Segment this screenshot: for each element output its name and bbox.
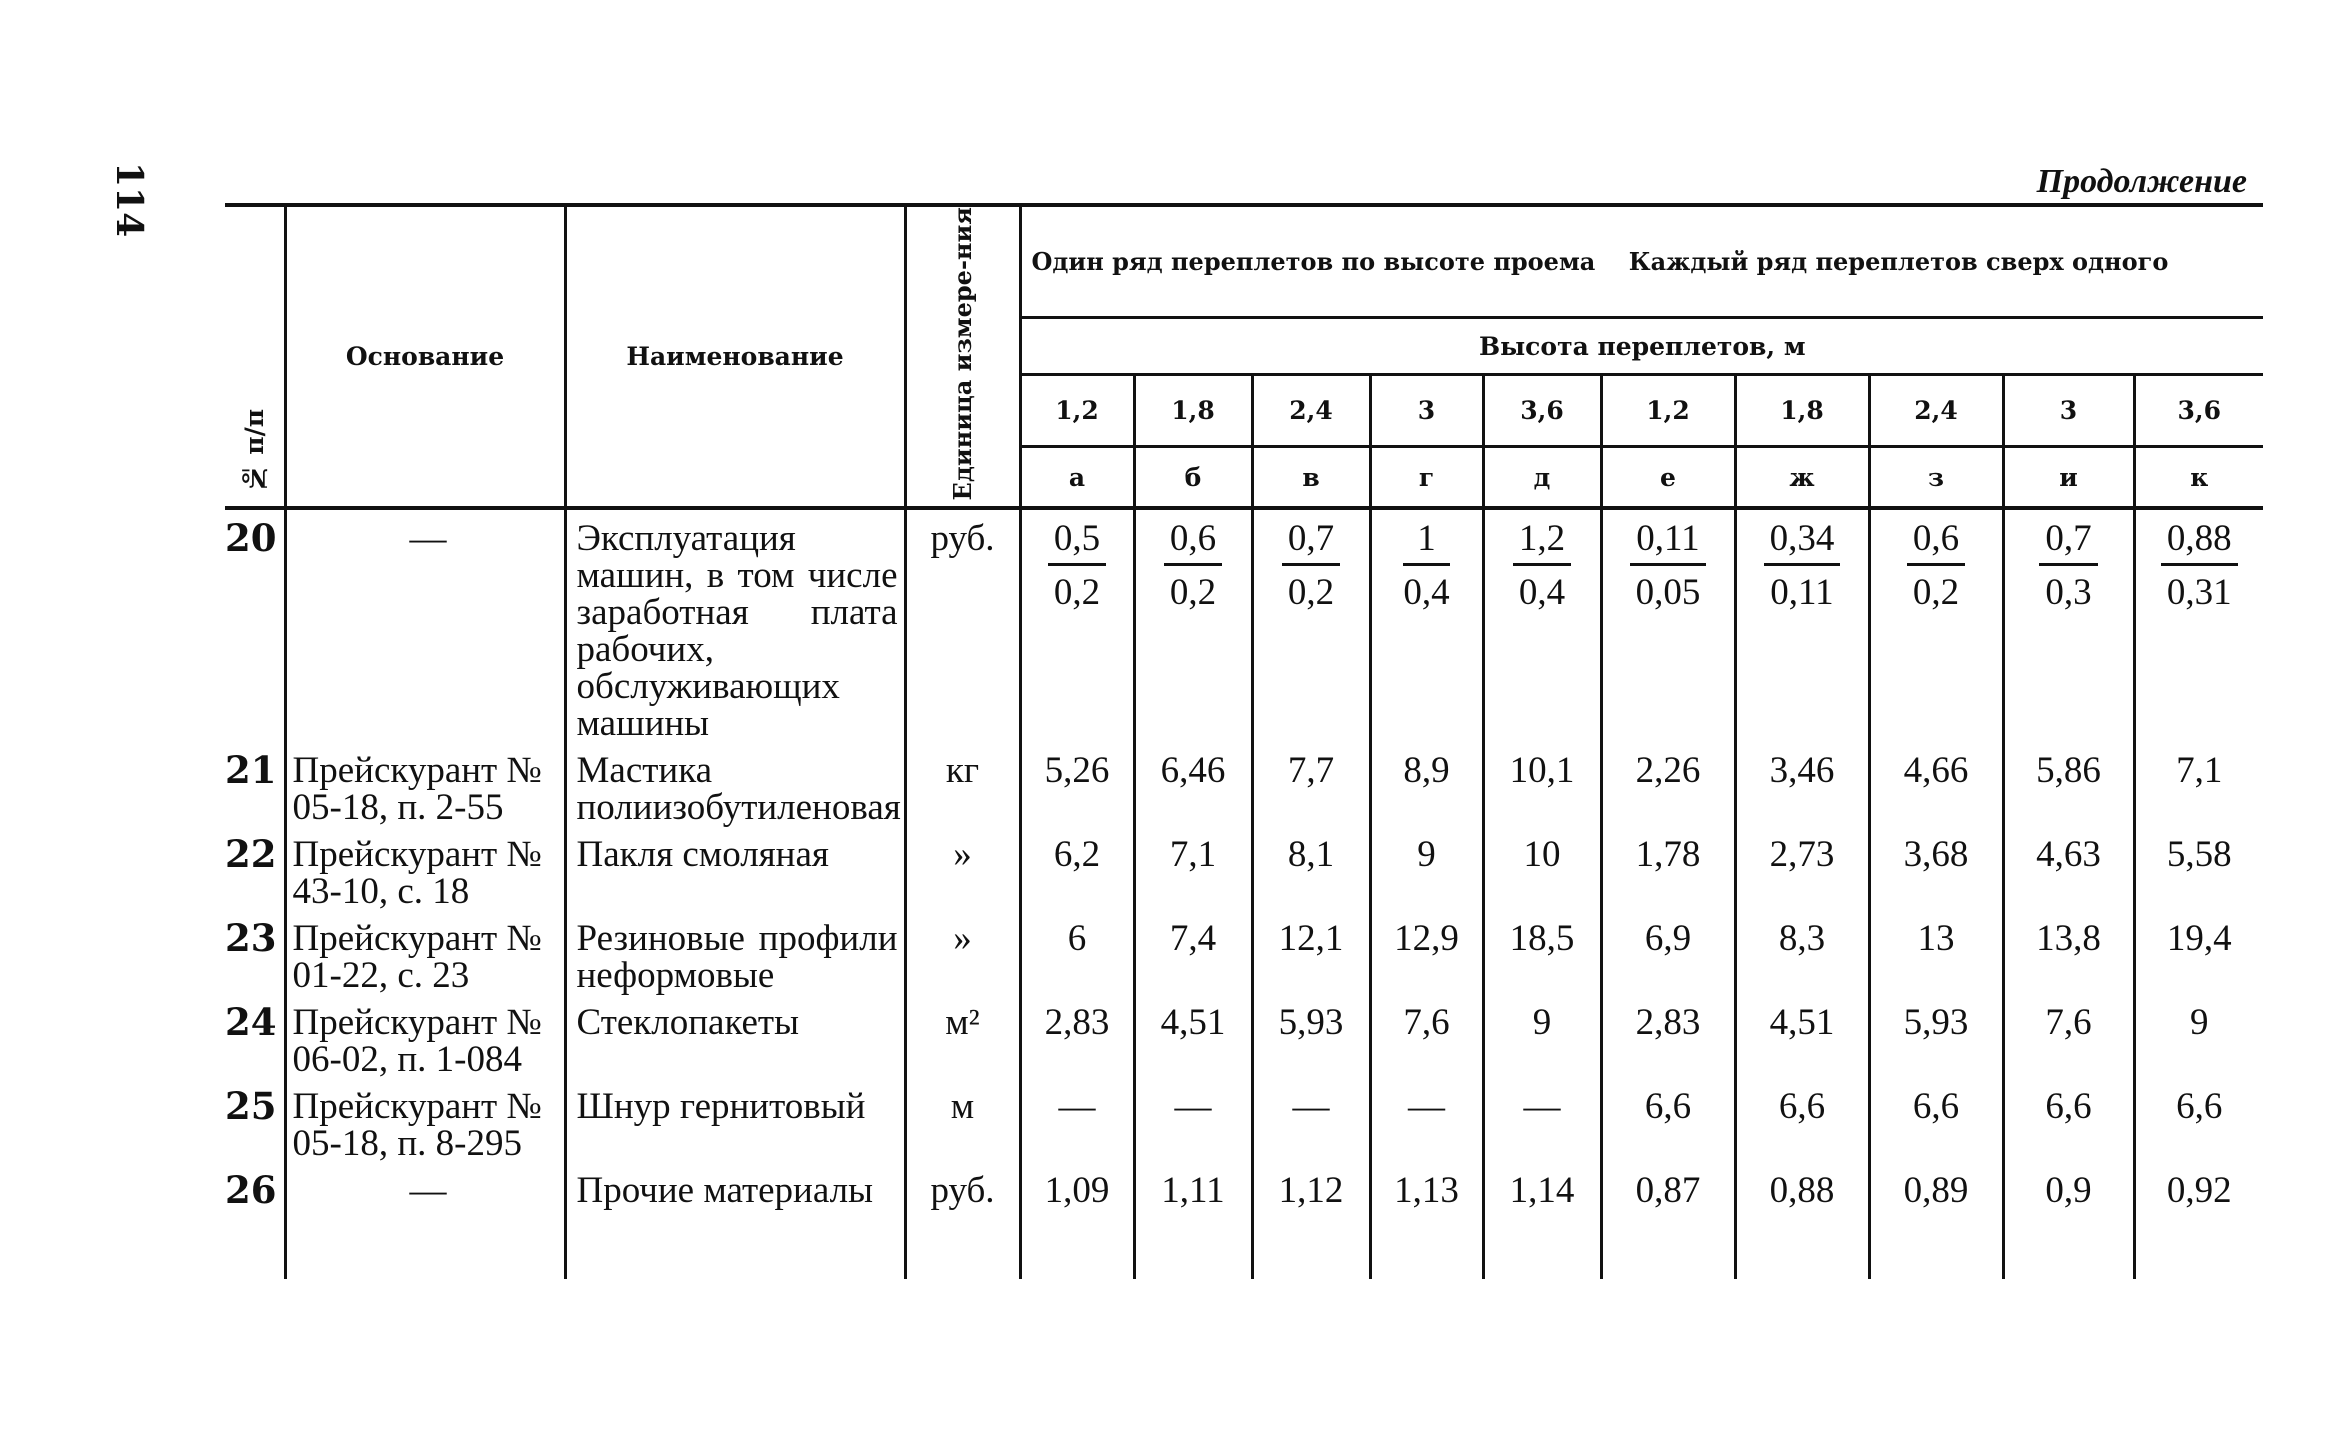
- fraction-value: [1282, 518, 1340, 614]
- header-height-value: 1,2: [1020, 374, 1134, 446]
- fraction-value: [2039, 518, 2097, 614]
- header-column-letter: д: [1483, 447, 1601, 509]
- row-number: 25: [225, 1078, 285, 1162]
- row-value: 5,86: [2003, 742, 2134, 826]
- row-number: 22: [225, 826, 285, 910]
- row-value: 13: [1869, 910, 2003, 994]
- header-height-value: 1,2: [1601, 374, 1735, 446]
- row-value: 6: [1020, 910, 1134, 994]
- row-value: 7,6: [1370, 994, 1483, 1078]
- row-value: 5,58: [2166, 834, 2232, 876]
- row-value: 6,6: [1735, 1078, 1869, 1162]
- row-value: 1,14: [1483, 1162, 1601, 1209]
- row-value: 7,4: [1134, 910, 1252, 994]
- row-value: 0,87: [1601, 1162, 1735, 1209]
- row-name: Шнур гернитовый: [565, 1078, 905, 1162]
- fraction-denominator: 0,11: [1770, 572, 1834, 614]
- row-value: 5,93: [1252, 994, 1370, 1078]
- row-unit: руб.: [905, 508, 1020, 742]
- fraction-denominator: 0,2: [1287, 572, 1335, 614]
- row-value: 5,26: [1020, 742, 1134, 826]
- header-group-each-row: Каждый ряд переплетов сверх одного: [1628, 247, 2169, 277]
- spacer-cell: [2134, 1209, 2263, 1279]
- row-basis: Прейскурант № 01-22, с. 23: [285, 910, 565, 994]
- row-value: —: [1370, 1078, 1483, 1162]
- header-group-one-row: Один ряд переплетов по высоте проема: [1031, 247, 1596, 277]
- row-number: 20: [225, 508, 285, 742]
- header-column-letter: б: [1134, 447, 1252, 509]
- header-height-value: 3,6: [2134, 374, 2263, 446]
- header-column-letter: в: [1252, 447, 1370, 509]
- fraction-denominator: 0,4: [1518, 572, 1566, 614]
- table-row: [225, 508, 2263, 742]
- fraction-numerator: 0,7: [2039, 520, 2097, 566]
- spacer-cell: [1869, 1209, 2003, 1279]
- row-value: 1,12: [1252, 1162, 1370, 1209]
- row-value: 6,46: [1134, 742, 1252, 826]
- fraction-value: [1764, 518, 1841, 614]
- row-name: Пакля смоляная: [565, 826, 905, 910]
- row-value: 3,68: [1869, 826, 2003, 910]
- row-name: Прочие материалы: [565, 1162, 905, 1209]
- spacer-cell: [285, 1209, 565, 1279]
- table-row: [225, 910, 2263, 994]
- row-value: 7,1: [1134, 826, 1252, 910]
- header-name: Наименование: [565, 205, 905, 508]
- fraction-numerator: 1,2: [1513, 520, 1571, 566]
- header-column-letter: е: [1601, 447, 1735, 509]
- row-value: 6,6: [1601, 1078, 1735, 1162]
- fraction-value: [2161, 518, 2238, 614]
- table-row: [225, 742, 2263, 826]
- header-basis: Основание: [285, 205, 565, 508]
- fraction-numerator: 0,88: [2161, 520, 2238, 566]
- row-value: 7,1: [2176, 750, 2223, 792]
- row-value: 8,3: [1735, 910, 1869, 994]
- row-basis: —: [285, 1162, 565, 1209]
- fraction-value: [1403, 518, 1450, 614]
- page-number: 114: [108, 162, 150, 238]
- row-value: [2003, 508, 2134, 742]
- row-number: 24: [225, 994, 285, 1078]
- header-unit: Единица измере-ния: [905, 205, 1020, 508]
- materials-table: [225, 203, 2263, 1279]
- row-value: 6,2: [1020, 826, 1134, 910]
- row-basis: Прейскурант № 05-18, п. 8-295: [285, 1078, 565, 1162]
- row-value: 6,9: [1601, 910, 1735, 994]
- row-value: [2134, 508, 2263, 742]
- fraction-denominator: 0,05: [1635, 572, 1701, 614]
- row-name: Эксплуатация машин, в том числе заработная плата рабочих, обслуживающих машины: [565, 508, 905, 742]
- spacer-cell: [1483, 1209, 1601, 1279]
- fraction-denominator: 0,3: [2045, 572, 2092, 614]
- fraction-numerator: 0,5: [1048, 520, 1106, 566]
- row-number: 26: [225, 1162, 285, 1209]
- fraction-value: [1907, 518, 1965, 614]
- row-basis: Прейскурант № 43-10, с. 18: [285, 826, 565, 910]
- row-value: 6,6: [1869, 1078, 2003, 1162]
- row-value: 6,6: [2003, 1078, 2134, 1162]
- row-unit: руб.: [905, 1162, 1020, 1209]
- row-value: 0,92: [2166, 1170, 2232, 1212]
- table-row: [225, 826, 2263, 910]
- row-value: 4,51: [1134, 994, 1252, 1078]
- fraction-value: [1630, 518, 1705, 614]
- row-value: 1,13: [1370, 1162, 1483, 1209]
- fraction-numerator: 0,7: [1282, 520, 1340, 566]
- row-unit: »: [905, 826, 1020, 910]
- row-value: [1735, 508, 1869, 742]
- row-value: 12,9: [1370, 910, 1483, 994]
- header-height-value: 1,8: [1735, 374, 1869, 446]
- fraction-denominator: 0,2: [1169, 572, 1217, 614]
- row-name: Резиновые профили неформовые: [565, 910, 905, 994]
- header-height-value: 3: [2003, 374, 2134, 446]
- fraction-value: [1513, 518, 1571, 614]
- row-value: 8,9: [1370, 742, 1483, 826]
- header-height-value: 3: [1370, 374, 1483, 446]
- row-number: 21: [225, 742, 285, 826]
- row-basis: —: [285, 508, 565, 742]
- fraction-numerator: 0,6: [1907, 520, 1965, 566]
- spacer-cell: [1020, 1209, 1134, 1279]
- spacer-cell: [1134, 1209, 1252, 1279]
- table-row: [225, 1078, 2263, 1162]
- row-name: Мастика полиизобутиленовая: [565, 742, 905, 826]
- row-value: 2,26: [1601, 742, 1735, 826]
- row-value: 2,83: [1020, 994, 1134, 1078]
- row-value: 9: [2190, 1002, 2209, 1044]
- row-value: 4,66: [1869, 742, 2003, 826]
- header-groups: [1020, 205, 2263, 318]
- row-value: 0,88: [1735, 1162, 1869, 1209]
- row-value: 4,51: [1735, 994, 1869, 1078]
- row-value: [1370, 508, 1483, 742]
- row-value: 10: [1483, 826, 1601, 910]
- row-value: 6,6: [2176, 1086, 2223, 1128]
- table-row: [225, 994, 2263, 1078]
- spacer-cell: [905, 1209, 1020, 1279]
- header-num: № п/п: [225, 205, 285, 508]
- table-row: [225, 1162, 2263, 1209]
- table-spacer-row: [225, 1209, 2263, 1279]
- fraction-numerator: 1: [1403, 520, 1449, 566]
- row-value: 4,63: [2003, 826, 2134, 910]
- fraction-value: [1164, 518, 1222, 614]
- header-height-value: 2,4: [1869, 374, 2003, 446]
- row-value: 3,46: [1735, 742, 1869, 826]
- row-unit: кг: [905, 742, 1020, 826]
- fraction-value: [1048, 518, 1106, 614]
- fraction-denominator: 0,4: [1403, 572, 1450, 614]
- continuation-label: Продолжение: [2036, 163, 2247, 200]
- fraction-numerator: 0,11: [1630, 520, 1705, 566]
- row-value: 0,9: [2003, 1162, 2134, 1209]
- spacer-cell: [1735, 1209, 1869, 1279]
- fraction-numerator: 0,34: [1764, 520, 1841, 566]
- spacer-cell: [225, 1209, 285, 1279]
- row-value: [1601, 508, 1735, 742]
- row-value: 2,83: [1601, 994, 1735, 1078]
- row-value: 2,73: [1735, 826, 1869, 910]
- row-value: 10,1: [1483, 742, 1601, 826]
- row-basis: Прейскурант № 06-02, п. 1-084: [285, 994, 565, 1078]
- row-name: Стеклопакеты: [565, 994, 905, 1078]
- row-value: —: [1483, 1078, 1601, 1162]
- fraction-numerator: 0,6: [1164, 520, 1222, 566]
- spacer-cell: [1601, 1209, 1735, 1279]
- row-value: —: [1252, 1078, 1370, 1162]
- row-value: 12,1: [1252, 910, 1370, 994]
- row-value: 1,78: [1601, 826, 1735, 910]
- row-value: [1252, 508, 1370, 742]
- row-number: 23: [225, 910, 285, 994]
- row-value: 7,6: [2003, 994, 2134, 1078]
- row-value: [1134, 508, 1252, 742]
- row-value: 19,4: [2166, 918, 2232, 960]
- row-value: [1020, 508, 1134, 742]
- row-value: 18,5: [1483, 910, 1601, 994]
- fraction-denominator: 0,2: [1053, 572, 1101, 614]
- header-column-letter: к: [2134, 447, 2263, 509]
- spacer-cell: [1252, 1209, 1370, 1279]
- header-column-letter: г: [1370, 447, 1483, 509]
- header-column-letter: и: [2003, 447, 2134, 509]
- header-column-letter: ж: [1735, 447, 1869, 509]
- header-height: Высота переплетов, м: [1020, 318, 2263, 375]
- row-unit: м²: [905, 994, 1020, 1078]
- row-value: 1,09: [1020, 1162, 1134, 1209]
- row-value: —: [1134, 1078, 1252, 1162]
- row-value: 7,7: [1252, 742, 1370, 826]
- spacer-cell: [1370, 1209, 1483, 1279]
- header-column-letter: з: [1869, 447, 2003, 509]
- row-basis: Прейскурант № 05-18, п. 2-55: [285, 742, 565, 826]
- header-height-value: 3,6: [1483, 374, 1601, 446]
- row-value: 9: [1370, 826, 1483, 910]
- row-value: —: [1020, 1078, 1134, 1162]
- header-column-letter: а: [1020, 447, 1134, 509]
- row-value: 8,1: [1252, 826, 1370, 910]
- header-height-value: 1,8: [1134, 374, 1252, 446]
- row-value: 9: [1483, 994, 1601, 1078]
- fraction-denominator: 0,2: [1912, 572, 1960, 614]
- row-value: 1,11: [1134, 1162, 1252, 1209]
- row-value: 13,8: [2003, 910, 2134, 994]
- row-unit: »: [905, 910, 1020, 994]
- spacer-cell: [2003, 1209, 2134, 1279]
- row-value: [1483, 508, 1601, 742]
- spacer-cell: [565, 1209, 905, 1279]
- row-value: 0,89: [1869, 1162, 2003, 1209]
- header-height-value: 2,4: [1252, 374, 1370, 446]
- row-value: 5,93: [1869, 994, 2003, 1078]
- row-value: [1869, 508, 2003, 742]
- row-unit: м: [905, 1078, 1020, 1162]
- fraction-denominator: 0,31: [2166, 572, 2232, 614]
